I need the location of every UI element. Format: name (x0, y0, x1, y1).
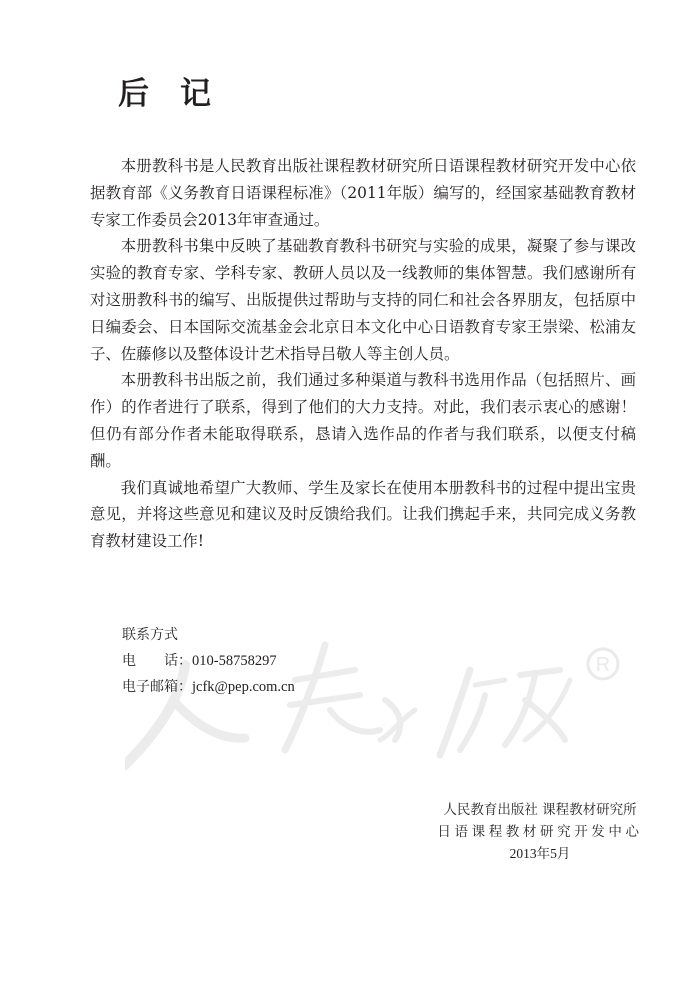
paragraph: 本册教科书是人民教育出版社课程教材研究所日语课程教材研究开发中心依据教育部《义务教育日语课程标准》（2011年版）编写的，经国家基础教育教材专家工作委员会2013年审查通过。 (90, 157, 636, 229)
contact-phone (122, 648, 295, 674)
afterword-body (90, 153, 636, 555)
paragraph: 本册教科书集中反映了基础教育教科书研究与实验的成果，凝聚了参与课改实验的教育专家、学科专家、教研人员以及一线教师的集体智慧。我们感谢所有对这册教科书的编写、出版提供过帮助与支持的同仁和社会各界朋友，包括原中日编委会、日本国际交流基金会北京日本文化中心日语教育专家王崇梁、松浦友子、佐藤修以及整体设计艺术指导吕敬人等主创人员。 (90, 237, 636, 363)
contact-email (122, 674, 295, 700)
phone-value: 010-58758297 (192, 653, 277, 669)
signature-center: 日语课程教材研究开发中心 (437, 824, 643, 840)
paragraph: 我们真诚地希望广大教师、学生及家长在使用本册教科书的过程中提出宝贵意见，并将这些意见和建议及时反馈给我们。让我们携起手来，共同完成义务教育教材建设工作! (90, 478, 636, 551)
signature-publisher: 人民教育出版社 课程教材研究所 (443, 802, 637, 818)
phone-label: 电 话： (122, 653, 192, 669)
paragraph: 本册教科书出版之前，我们通过多种渠道与教科书选用作品（包括照片、画作）的作者进行了联系，得到了他们的大力支持。对此，我们表示衷心的感谢！但仍有部分作者未能取得联系，恳请入选作品的作者与我们联系，以便支付稿酬。 (90, 371, 636, 470)
svg-text:R: R (595, 654, 611, 676)
signature-date: 2013年5月 (509, 846, 571, 861)
email-label: 电子邮箱： (122, 679, 192, 695)
contact-heading: 联系方式 (122, 627, 178, 643)
contact-info (122, 622, 295, 700)
page-title: 后 记 (118, 76, 211, 112)
email-value: jcfk@pep.com.cn (192, 679, 295, 695)
signature-block (430, 799, 650, 865)
